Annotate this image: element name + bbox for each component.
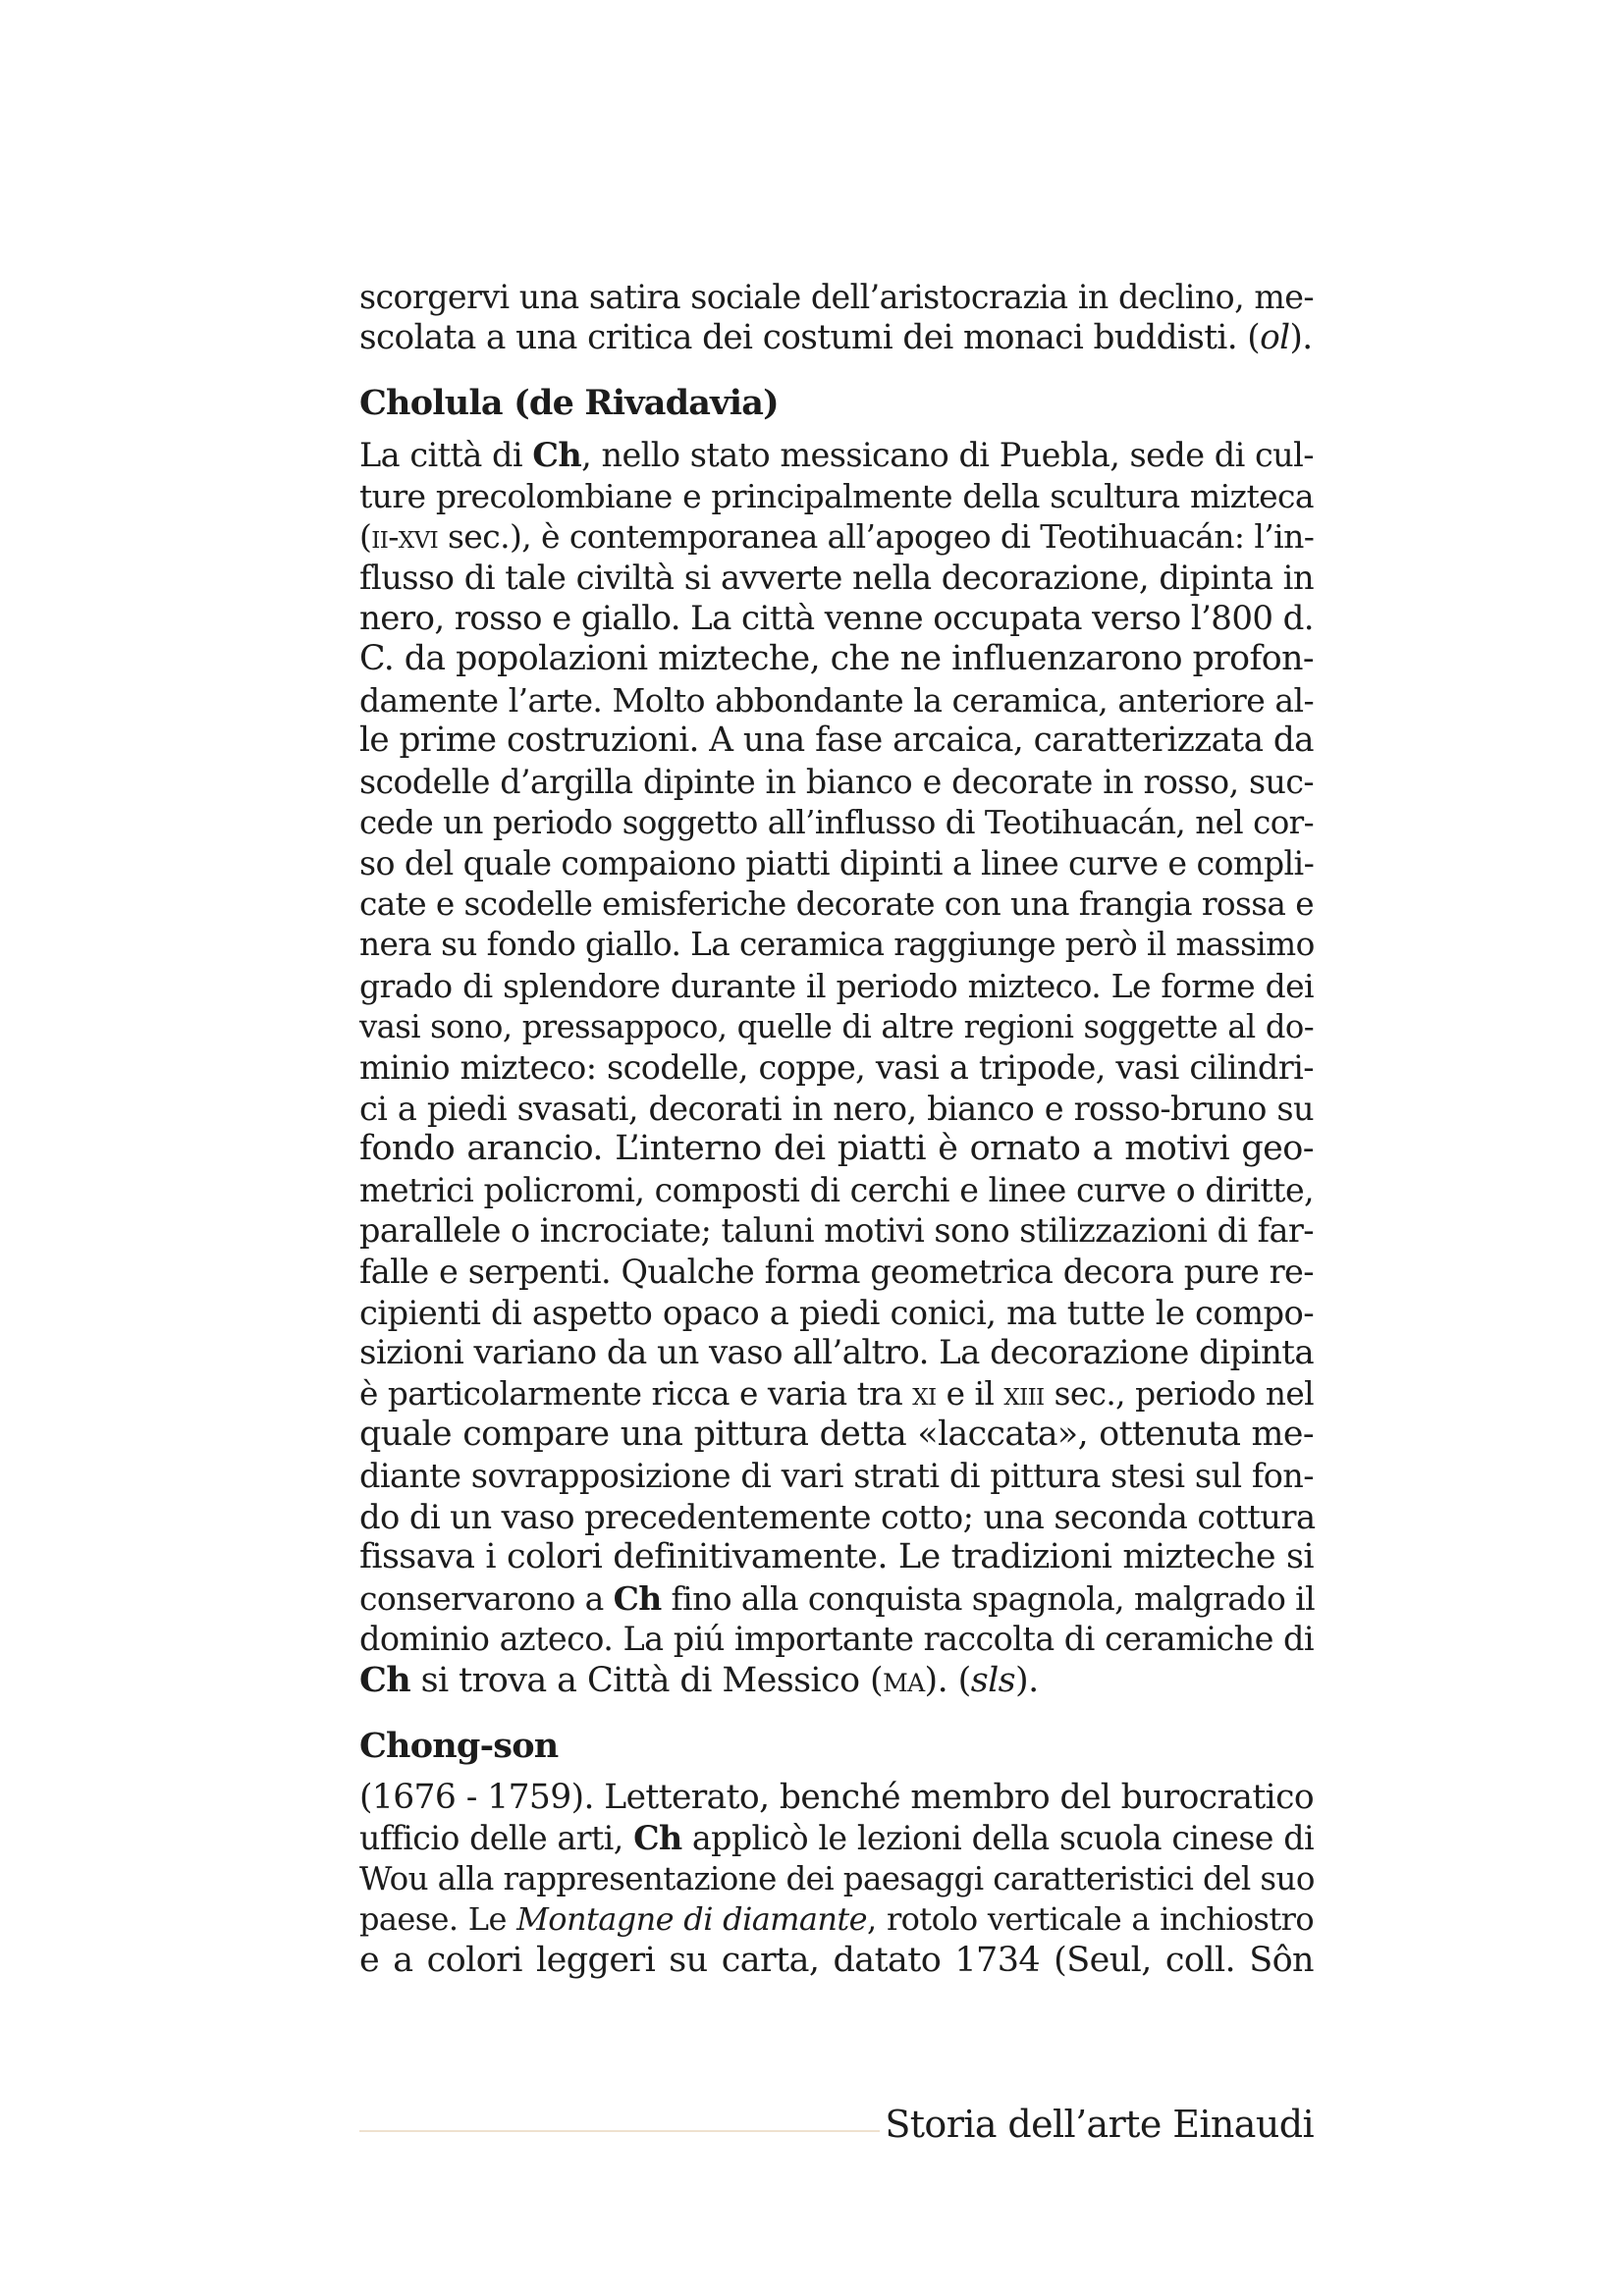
- body-line: fissava i colori definitivamente. Le tradizioni mizteche si: [359, 1537, 1314, 1577]
- body-line: le prime costruzioni. A una fase arcaica, caratterizzata da: [359, 721, 1314, 761]
- artwork-title: Montagne di diamante: [516, 1900, 868, 1939]
- body-line: ufficio delle arti, Ch applicò le lezioni della scuola cinese di: [359, 1819, 1314, 1858]
- body-line: minio mizteco: scodelle, coppe, vasi a tripode, vasi cilindri-: [359, 1048, 1314, 1088]
- body-line: (ii-xvi sec.), è contemporanea all’apogeo di Teotihuacán: l’in-: [359, 517, 1315, 557]
- body-line: (1676 - 1759). Letterato, benché membro del burocratico: [359, 1777, 1314, 1817]
- author-signature: ol: [1260, 317, 1290, 357]
- footer-title: Storia dell’arte Einaudi: [885, 2103, 1314, 2146]
- body-line: metrici policromi, composti di cerchi e linee curve o diritte,: [359, 1170, 1314, 1209]
- body-line: damente l’arte. Molto abbondante la ceramica, anteriore al-: [359, 680, 1314, 720]
- body-line: cede un periodo soggetto all’influsso di Teotihuacán, nel cor-: [359, 803, 1314, 841]
- entry-heading-chong-son: Chong-son: [359, 1725, 559, 1766]
- body-line: sizioni variano da un vaso all’altro. La decorazione dipinta: [359, 1333, 1314, 1373]
- body-line: scodelle d’argilla dipinte in bianco e decorate in rosso, suc-: [359, 762, 1314, 801]
- body-line: La città di Ch, nello stato messicano di Puebla, sede di cul-: [359, 436, 1314, 475]
- body-line: parallele o incrociate; taluni motivi sono stilizzazioni di far-: [359, 1211, 1314, 1251]
- body-line: e a colori leggeri su carta, datato 1734 (Seul, coll. Sôn: [359, 1940, 1314, 1980]
- body-line: cipienti di aspetto opaco a piedi conici, ma tutte le compo-: [359, 1293, 1314, 1332]
- body-line: ture precolombiane e principalmente della scultura mizteca: [359, 476, 1314, 515]
- body-line: Wou alla rappresentazione dei paesaggi caratteristici del suo: [359, 1859, 1315, 1897]
- body-line: paese. Le Montagne di diamante, rotolo verticale a inchiostro: [359, 1900, 1314, 1939]
- body-line: diante sovrapposizione di vari strati di pittura stesi sul fon-: [359, 1457, 1314, 1496]
- body-line: conservarono a Ch fino alla conquista spagnola, malgrado il: [359, 1578, 1316, 1618]
- body-line: so del quale compaiono piatti dipinti a linee curve e compli-: [359, 844, 1315, 883]
- body-line: C. da popolazioni mizteche, che ne influenzarono profon-: [359, 639, 1314, 679]
- body-line: grado di splendore durante il periodo mizteco. Le forme dei: [359, 966, 1314, 1005]
- body-line: scorgervi una satira sociale dell’aristocrazia in declino, me-: [359, 278, 1314, 316]
- body-line: fondo arancio. L’interno dei piatti è ornato a motivi geo-: [359, 1129, 1314, 1169]
- author-signature: sls: [970, 1661, 1016, 1700]
- body-line: nera su fondo giallo. La ceramica raggiunge però il massimo: [359, 926, 1315, 964]
- body-line: nero, rosso e giallo. La città venne occupata verso l’800 d.: [359, 598, 1314, 638]
- text-column: [359, 277, 1314, 1982]
- body-line: cate e scodelle emisferiche decorate con una frangia rossa e: [359, 884, 1314, 923]
- body-line: falle e serpenti. Qualche forma geometrica decora pure re-: [359, 1253, 1314, 1292]
- body-line: do di un vaso precedentemente cotto; una seconda cottura: [359, 1497, 1316, 1536]
- body-line: flusso di tale civiltà si avverte nella decorazione, dipinta in: [359, 558, 1314, 597]
- body-line: scolata a una critica dei costumi dei monaci buddisti. (ol).: [359, 317, 1313, 357]
- body-line: Ch si trova a Città di Messico (ma). (sls).: [359, 1660, 1039, 1700]
- body-line: è particolarmente ricca e varia tra xi e il xiii sec., periodo nel: [359, 1374, 1314, 1413]
- page-footer: [359, 2097, 1314, 2152]
- footer-rule: [359, 2130, 880, 2132]
- entry-heading-cholula: Cholula (de Rivadavia): [359, 383, 779, 424]
- body-line: quale compare una pittura detta «laccata», ottenuta me-: [359, 1415, 1314, 1455]
- body-line: vasi sono, pressappoco, quelle di altre regioni soggette al do-: [359, 1007, 1314, 1045]
- body-line: ci a piedi svasati, decorati in nero, bianco e rosso-bruno su: [359, 1089, 1314, 1128]
- body-line: dominio azteco. La piú importante raccolta di ceramiche di: [359, 1620, 1314, 1659]
